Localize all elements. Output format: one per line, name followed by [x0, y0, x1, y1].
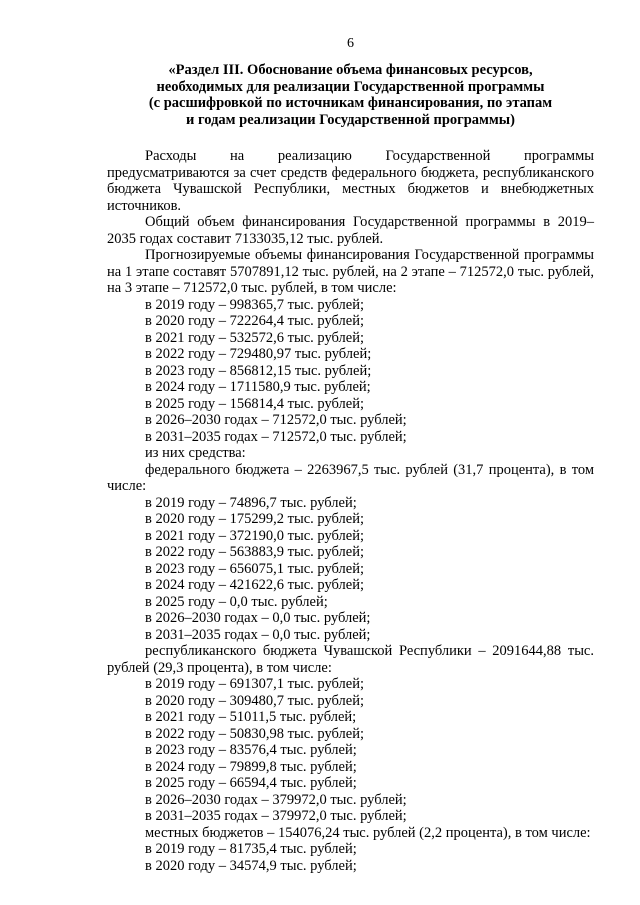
list-item: в 2022 году – 729480,97 тыс. рублей; — [145, 346, 372, 363]
section-title — [107, 62, 594, 128]
document-body — [107, 148, 594, 874]
list-item: в 2022 году – 563883,9 тыс. рублей; — [145, 544, 365, 561]
republic-years-list — [107, 676, 594, 825]
list-item: в 2024 году – 421622,6 тыс. рублей; — [145, 577, 365, 594]
list-item: в 2019 году – 74896,7 тыс. рублей; — [145, 494, 357, 511]
list-item: в 2021 году – 532572,6 тыс. рублей; — [145, 329, 365, 346]
list-item: в 2023 году – 83576,4 тыс. рублей; — [145, 742, 357, 759]
list-item: в 2031–2035 годах – 0,0 тыс. рублей; — [145, 626, 371, 643]
local-budget-intro: местных бюджетов – 154076,24 тыс. рублей (2,2 процента), в том числе: — [145, 824, 591, 841]
list-item: в 2022 году – 50830,98 тыс. рублей; — [145, 725, 365, 742]
list-item: в 2021 году – 372190,0 тыс. рублей; — [145, 527, 365, 544]
republic-budget-intro: республиканского бюджета Чувашской Республики – 2091644,88 тыс. рублей (29,3 процента), в том числе: — [107, 643, 594, 676]
of-them-label: из них средства: — [145, 445, 246, 462]
federal-years-list — [107, 495, 594, 644]
list-item: в 2019 году – 81735,4 тыс. рублей; — [145, 841, 357, 858]
list-item: в 2023 году – 656075,1 тыс. рублей; — [145, 560, 365, 577]
federal-budget-intro: федерального бюджета – 2263967,5 тыс. рублей (31,7 процента), в том числе: — [107, 461, 594, 495]
paragraph-funding-sources: Расходы на реализацию Государственной программы предусматриваются за счет средств федерального бюджета, республиканского бюджета Чувашской Республики, местных бюджетов и внебюджетных источников. — [107, 148, 594, 214]
list-item: в 2020 году – 722264,4 тыс. рублей; — [145, 313, 365, 330]
list-item: в 2025 году – 66594,4 тыс. рублей; — [145, 775, 357, 792]
list-item: в 2021 году – 51011,5 тыс. рублей; — [145, 709, 357, 726]
list-item: в 2023 году – 856812,15 тыс. рублей; — [145, 362, 372, 379]
paragraph-stages: Прогнозируемые объемы финансирования Государственной программы на 1 этапе составят 5707891,12 тыс. рублей, на 2 этапе – 712572,0 тыс. рублей, на 3 этапе – 712572,0 тыс. рублей, в том числе: — [107, 247, 594, 297]
list-item: в 2031–2035 годах – 712572,0 тыс. рублей; — [145, 428, 407, 445]
list-item: в 2026–2030 годах – 379972,0 тыс. рублей; — [145, 791, 407, 808]
list-item: в 2020 году – 34574,9 тыс. рублей; — [145, 857, 357, 874]
list-item: в 2020 году – 309480,7 тыс. рублей; — [145, 692, 365, 709]
list-item: в 2024 году – 1711580,9 тыс. рублей; — [145, 379, 371, 396]
title-line: необходимых для реализации Государственной программы — [156, 78, 545, 95]
list-item: в 2031–2035 годах – 379972,0 тыс. рублей; — [145, 808, 407, 825]
paragraph-total-volume: Общий объем финансирования Государственной программы в 2019–2035 годах составит 7133035,12 тыс. рублей. — [107, 214, 594, 247]
list-item: в 2025 году – 0,0 тыс. рублей; — [145, 593, 328, 610]
local-years-list — [107, 841, 594, 874]
list-item: в 2026–2030 годах – 712572,0 тыс. рублей; — [145, 412, 407, 429]
list-item: в 2024 году – 79899,8 тыс. рублей; — [145, 758, 357, 775]
total-years-list — [107, 297, 594, 446]
title-line: (с расшифровкой по источникам финансирования, по этапам — [148, 95, 553, 112]
list-item: в 2019 году – 691307,1 тыс. рублей; — [145, 676, 365, 693]
page-number: 6 — [347, 36, 354, 51]
title-line: «Раздел III. Обоснование объема финансовых ресурсов, — [168, 62, 533, 78]
list-item: в 2026–2030 годах – 0,0 тыс. рублей; — [145, 610, 371, 627]
list-item: в 2025 году – 156814,4 тыс. рублей; — [145, 395, 365, 412]
list-item: в 2019 году – 998365,7 тыс. рублей; — [145, 296, 365, 313]
title-line: и годам реализации Государственной программы) — [186, 111, 515, 128]
list-item: в 2020 году – 175299,2 тыс. рублей; — [145, 511, 365, 528]
